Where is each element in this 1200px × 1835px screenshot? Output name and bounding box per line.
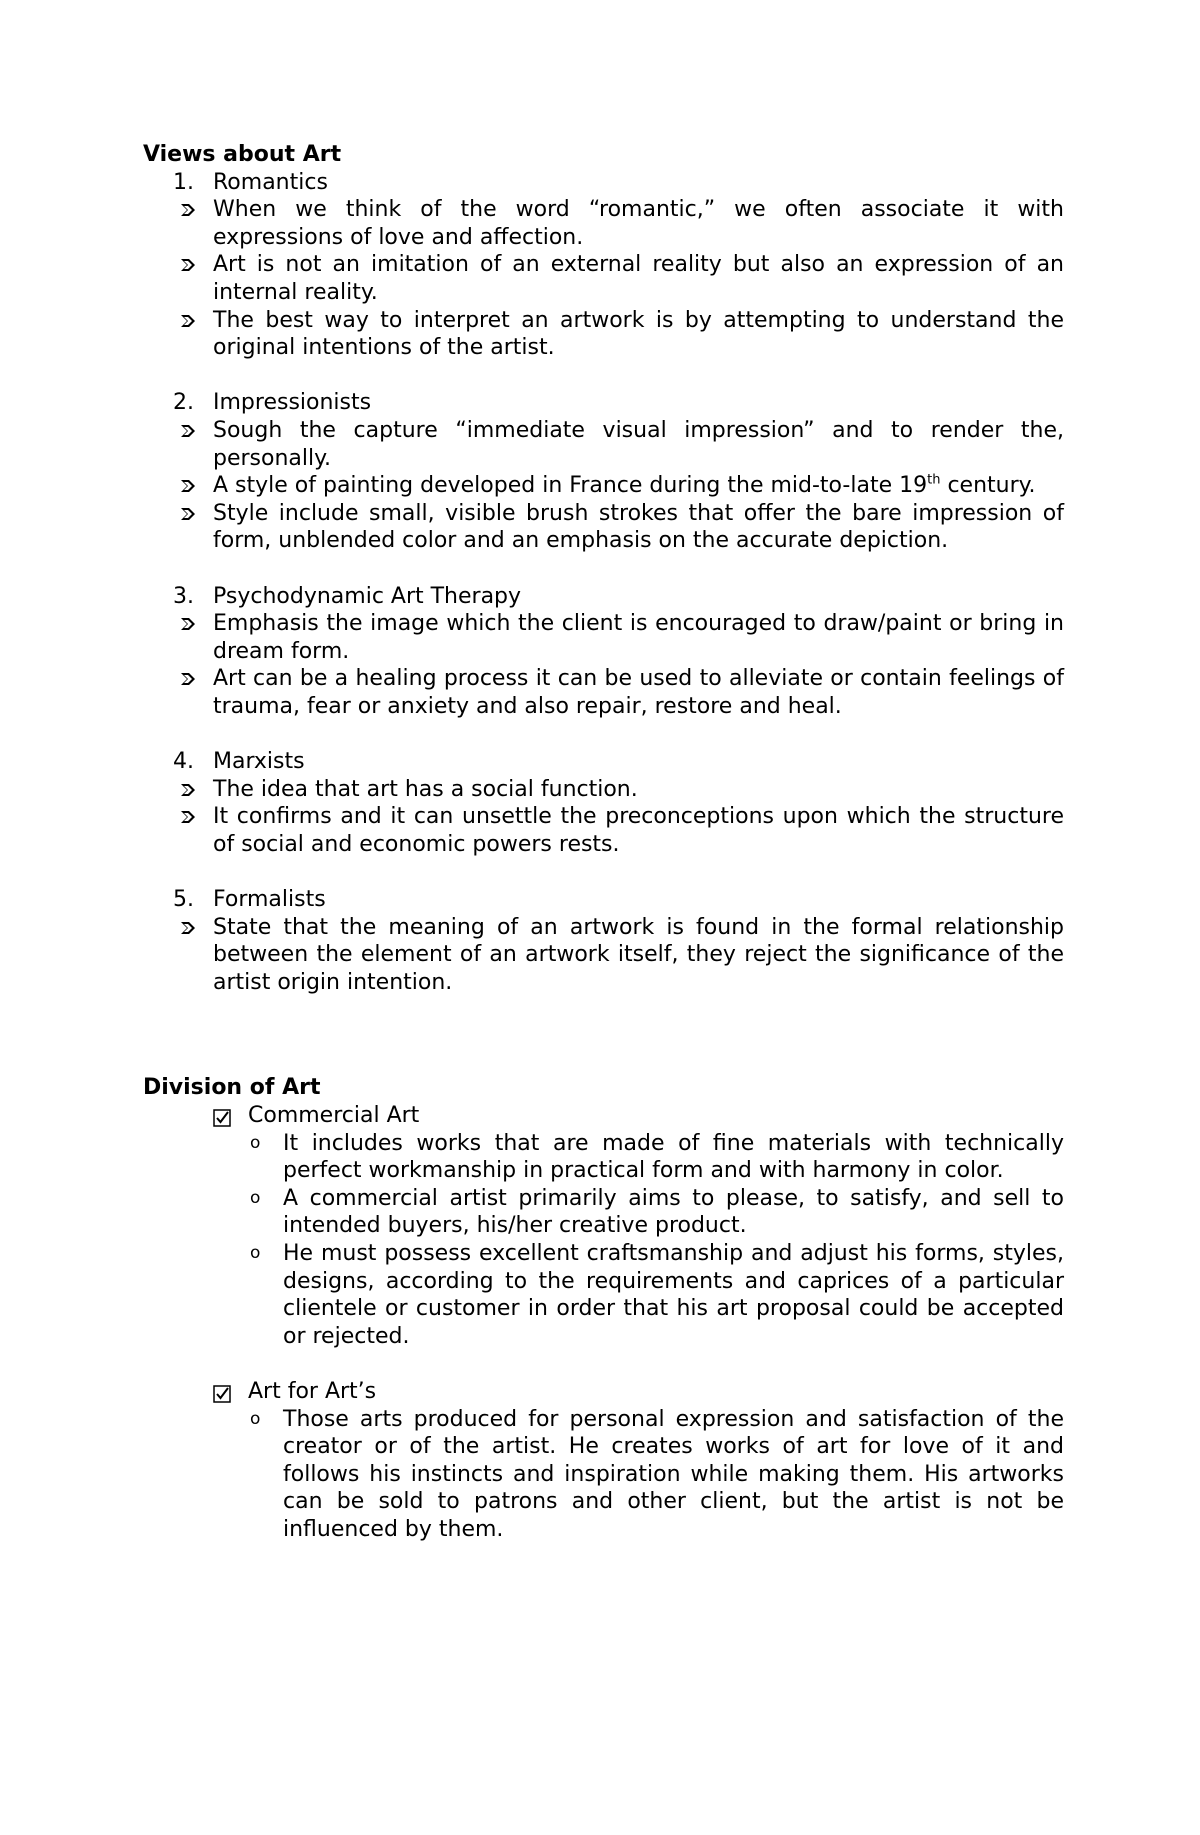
view-title: Psychodynamic Art Therapy [213, 583, 522, 609]
sub-item-text: Those arts produced for personal expression and satisfaction of the creator or of the artist. He creates works of art for love of it and follows his instincts and inspiration while making them. His artworks can be sold to patrons and other client, but the artist is not be influenced by them. [283, 1406, 1064, 1542]
bullet-item [213, 307, 1064, 362]
division-item-commercial [143, 1102, 1064, 1350]
bullet-item [213, 500, 1064, 555]
arrow-bullet-icon [178, 417, 202, 440]
arrow-bullet-icon [178, 610, 202, 633]
view-item-romantics [143, 169, 1064, 362]
division-heading: Division of Art [143, 1075, 321, 1101]
checkbox-checked-icon [213, 1107, 231, 1135]
views-heading: Views about Art [143, 142, 342, 167]
bullet-item [213, 196, 1064, 251]
sub-bullet-marker: o [250, 1242, 261, 1263]
sub-item [248, 1185, 1064, 1240]
view-item-impressionists [143, 389, 1064, 555]
view-item-formalists [143, 886, 1064, 996]
bullet-text: It confirms and it can unsettle the preconceptions upon which the structure of social and economic powers rests. [213, 804, 1064, 857]
arrow-bullet-icon [178, 665, 202, 688]
bullet-text: Sough the capture “immediate visual impression” and to render the, personally. [213, 417, 1064, 471]
bullet-item [213, 251, 1064, 306]
bullet-text: The best way to interpret an artwork is by attempting to understand the original intentions of the artist. [213, 307, 1064, 361]
arrow-bullet-icon [178, 500, 202, 523]
sub-item-text: A commercial artist primarily aims to please, to satisfy, and sell to intended buyers, his/her creative product. [283, 1185, 1064, 1239]
bullet-text: State that the meaning of an artwork is found in the formal relationship between the element of an artwork itself, they reject the significance of the artist origin intention. [213, 914, 1064, 995]
bullet-item [213, 472, 1064, 500]
view-title: Marxists [213, 749, 305, 775]
view-number: 3. [173, 583, 194, 609]
bullet-item [213, 803, 1064, 858]
view-number: 5. [173, 887, 194, 913]
division-item-art-for-arts [143, 1378, 1064, 1544]
bullet-text: Art is not an imitation of an external reality but also an expression of an internal reality. [213, 252, 1064, 305]
views-list [143, 169, 1064, 997]
arrow-bullet-icon [178, 251, 202, 274]
bullet-text: A style of painting developed in France during the mid-to-late 19 [213, 473, 928, 499]
view-item-psychodynamic [143, 583, 1064, 721]
bullet-item [213, 914, 1064, 997]
bullet-text: Emphasis the image which the client is encouraged to draw/paint or bring in dream form. [213, 611, 1064, 664]
bullet-text: When we think of the word “romantic,” we often associate it with expressions of love and affection. [213, 197, 1064, 250]
view-item-marxists [143, 748, 1064, 858]
sub-item-text: He must possess excellent craftsmanship and adjust his forms, styles, designs, according to the requirements and caprices of a particular clientele or customer in order that his art proposal could be accepted or rejected. [283, 1240, 1064, 1349]
view-title: Impressionists [213, 390, 372, 416]
sub-item [248, 1240, 1064, 1350]
view-number: 2. [173, 390, 194, 416]
bullet-item [213, 665, 1064, 720]
bullet-text: Style include small, visible brush strokes that offer the bare impression of form, unblended color and an emphasis on the accurate depiction. [213, 500, 1064, 554]
bullet-list [213, 610, 1064, 720]
superscript: th [927, 472, 941, 488]
arrow-bullet-icon [178, 803, 202, 826]
arrow-bullet-icon [178, 914, 202, 937]
sub-item [248, 1130, 1064, 1185]
division-section [143, 1074, 1064, 1543]
division-title: Commercial Art [248, 1103, 420, 1128]
sub-list [248, 1406, 1064, 1544]
sub-bullet-marker: o [250, 1408, 261, 1429]
bullet-text: The idea that art has a social function. [213, 776, 638, 802]
checkbox-checked-icon [213, 1383, 231, 1411]
arrow-bullet-icon [178, 307, 202, 330]
bullet-text-tail: century. [940, 473, 1036, 499]
bullet-list [213, 196, 1064, 362]
document-content [143, 141, 1064, 1544]
arrow-bullet-icon [178, 196, 202, 219]
sub-list [248, 1130, 1064, 1351]
view-number: 1. [173, 169, 194, 195]
views-section [143, 141, 1064, 996]
bullet-list [213, 776, 1064, 859]
view-title: Formalists [213, 887, 326, 913]
division-title: Art for Art’s [248, 1378, 377, 1404]
view-title: Romantics [213, 169, 328, 195]
division-list [143, 1102, 1064, 1544]
bullet-text: Art can be a healing process it can be used to alleviate or contain feelings of trauma, fear or anxiety and also repair, restore and heal. [213, 666, 1064, 719]
sub-item-text: It includes works that are made of fine materials with technically perfect workmanship in practical form and with harmony in color. [283, 1130, 1064, 1184]
sub-item [248, 1406, 1064, 1544]
bullet-item [213, 417, 1064, 472]
sub-bullet-marker: o [250, 1132, 261, 1153]
bullet-item [213, 610, 1064, 665]
view-number: 4. [173, 749, 194, 775]
arrow-bullet-icon [178, 776, 202, 799]
bullet-list [213, 914, 1064, 997]
bullet-list [213, 417, 1064, 555]
arrow-bullet-icon [178, 472, 202, 495]
bullet-item [213, 776, 1064, 804]
sub-bullet-marker: o [250, 1187, 261, 1208]
